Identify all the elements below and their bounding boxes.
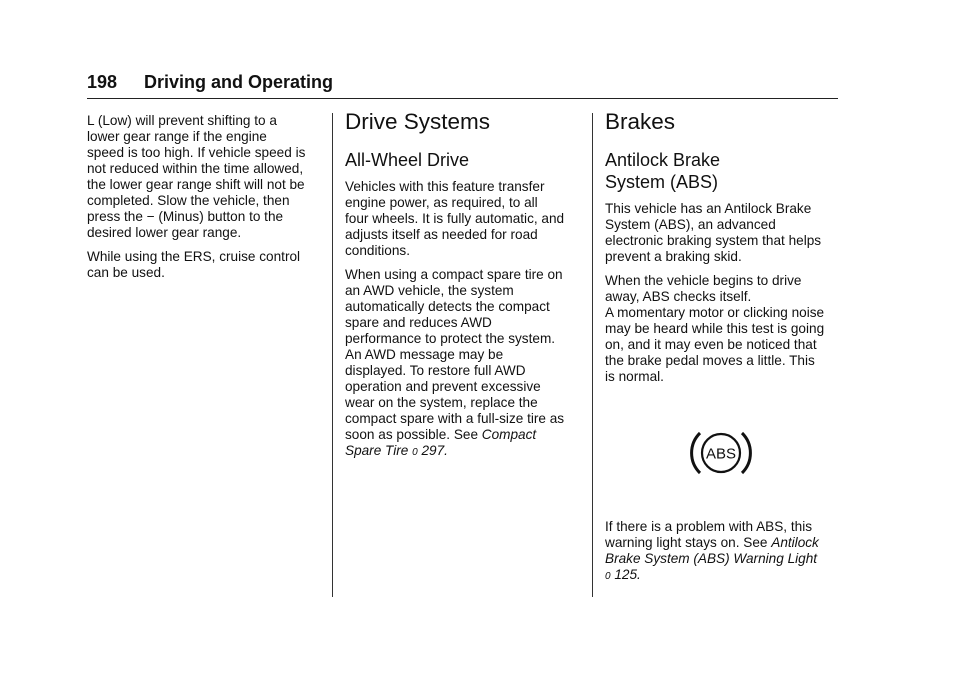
abs-icon-label: ABS bbox=[705, 445, 737, 463]
cross-reference-link[interactable]: Brake System (ABS) Warning Light bbox=[605, 551, 818, 566]
chapter-title: Driving and Operating bbox=[144, 72, 334, 92]
cross-reference-link[interactable]: Spare Tire bbox=[345, 443, 409, 458]
heading-line: Antilock Brake bbox=[605, 150, 721, 170]
text-line: press the − (Minus) button to the bbox=[87, 209, 284, 224]
text-line bbox=[345, 443, 580, 461]
cross-reference-link[interactable]: Compact bbox=[481, 427, 537, 442]
abs-warning-light-icon bbox=[688, 427, 754, 479]
paragraph-ers bbox=[87, 249, 323, 281]
text-line: When the vehicle begins to drive bbox=[605, 273, 802, 288]
text-segment: warning light stays on. See bbox=[605, 535, 772, 550]
text-line: engine power, as required, to all bbox=[345, 195, 538, 210]
text-line: L (Low) will prevent shifting to a bbox=[87, 113, 277, 128]
column-divider bbox=[332, 113, 333, 597]
text-line: not reduced within the time allowed, bbox=[87, 161, 304, 176]
text-line: can be used. bbox=[87, 265, 165, 280]
text-line: While using the ERS, cruise control bbox=[87, 249, 301, 264]
page-number: 198 bbox=[87, 72, 118, 92]
heading-line: System (ABS) bbox=[605, 172, 719, 192]
text-line bbox=[345, 427, 580, 443]
section-title-drive-systems: Drive Systems bbox=[345, 109, 491, 134]
text-line: displayed. To restore full AWD bbox=[345, 363, 526, 378]
section-title-brakes: Brakes bbox=[605, 109, 676, 134]
text-line: System (ABS), an advanced bbox=[605, 217, 776, 232]
text-line bbox=[605, 567, 843, 585]
text-line: is normal. bbox=[605, 369, 664, 384]
text-line: A momentary motor or clicking noise bbox=[605, 305, 825, 320]
paragraph-compact-spare bbox=[345, 267, 580, 461]
subsection-title-awd: All-Wheel Drive bbox=[345, 150, 470, 170]
text-line: speed is too high. If vehicle speed is bbox=[87, 145, 306, 160]
text-line: Vehicles with this feature transfer bbox=[345, 179, 545, 194]
page-header bbox=[87, 72, 838, 99]
text-line: This vehicle has an Antilock Brake bbox=[605, 201, 812, 216]
column-3 bbox=[605, 109, 843, 593]
text-line: operation and prevent excessive bbox=[345, 379, 541, 394]
column-1 bbox=[87, 113, 323, 289]
column-2 bbox=[345, 109, 580, 469]
paragraph-awd-intro bbox=[345, 179, 580, 259]
cross-reference-link[interactable]: Antilock bbox=[771, 535, 819, 550]
text-line bbox=[605, 535, 843, 551]
page-reference[interactable]: 297. bbox=[421, 443, 448, 458]
text-line: four wheels. It is fully automatic, and bbox=[345, 211, 565, 226]
text-line: spare and reduces AWD bbox=[345, 315, 492, 330]
subsection-title-abs bbox=[605, 149, 843, 193]
text-line: prevent a braking skid. bbox=[605, 249, 742, 264]
text-segment: soon as possible. See bbox=[345, 427, 482, 442]
paragraph-abs-intro bbox=[605, 201, 843, 265]
text-line: When using a compact spare tire on bbox=[345, 267, 563, 282]
column-divider bbox=[592, 113, 593, 597]
text-line: on, and it may even be noticed that bbox=[605, 337, 817, 352]
text-line: away, ABS checks itself. bbox=[605, 289, 752, 304]
text-line: desired lower gear range. bbox=[87, 225, 242, 240]
paragraph-abs-check bbox=[605, 273, 843, 385]
text-line: An AWD message may be bbox=[345, 347, 504, 362]
text-line: performance to protect the system. bbox=[345, 331, 556, 346]
paragraph-low-gear bbox=[87, 113, 323, 241]
text-line: may be heard while this test is going bbox=[605, 321, 825, 336]
text-line: If there is a problem with ABS, this bbox=[605, 519, 813, 534]
text-line: the brake pedal moves a little. This bbox=[605, 353, 815, 368]
text-line: compact spare with a full-size tire as bbox=[345, 411, 565, 426]
text-line: the lower gear range shift will not be bbox=[87, 177, 305, 192]
text-line: wear on the system, replace the bbox=[345, 395, 538, 410]
text-line: conditions. bbox=[345, 243, 410, 258]
text-line: completed. Slow the vehicle, then bbox=[87, 193, 290, 208]
text-line: electronic braking system that helps bbox=[605, 233, 822, 248]
page-reference[interactable]: 125. bbox=[614, 567, 641, 582]
text-line: an AWD vehicle, the system bbox=[345, 283, 514, 298]
page-reference-arrow-icon: 0 bbox=[605, 571, 611, 582]
text-line: automatically detects the compact bbox=[345, 299, 550, 314]
page-reference-arrow-icon: 0 bbox=[412, 447, 418, 458]
text-line: lower gear range if the engine bbox=[87, 129, 267, 144]
text-line: adjusts itself as needed for road bbox=[345, 227, 538, 242]
paragraph-abs-problem bbox=[605, 519, 843, 585]
